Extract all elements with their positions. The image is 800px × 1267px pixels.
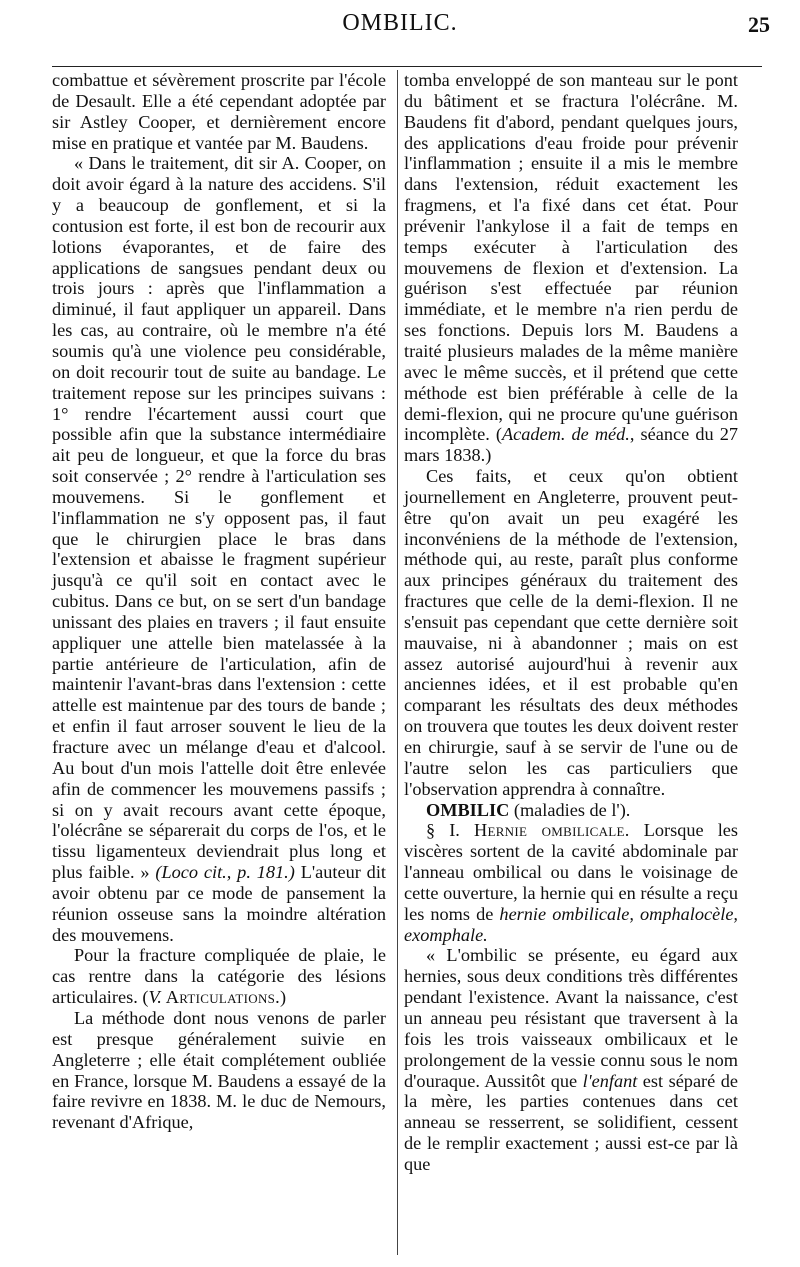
cross-ref-articulations: Articulations.)	[161, 987, 287, 1008]
left-column	[52, 70, 386, 1133]
entry-heading	[404, 800, 738, 821]
entry-subtitle: (maladies de l').	[509, 799, 631, 820]
right-paragraph-3-text: « L'ombilic se présente, eu égard aux hernies, sous deux conditions très différentes pendant l'existence. Avant la naissance, c'est un anneau peu résistant que traversent à la fois les trois vaisseaux ombilicaux et le prolongement de la vessie connu sous le nom d'ouraque. Aussitôt que	[404, 945, 738, 1091]
section-terms: hernie ombilicale, omphalocèle, exomphale.	[404, 903, 738, 945]
left-paragraph-1-text: combattue et sévèrement proscrite par l'école de Desault. Elle a été cependant adoptée par sir Astley Cooper, et dernièrement encore mise en pratique et vantée par M. Baudens.	[52, 70, 386, 153]
citation-loco-cit: (Loco cit., p. 181.)	[155, 862, 295, 883]
term-enfant: l'enfant	[582, 1070, 638, 1091]
header-rule	[52, 66, 762, 67]
column-divider	[397, 70, 398, 1255]
right-column	[404, 70, 738, 1175]
left-paragraph-2-end: L'auteur dit avoir obtenu par ce mode de pansement la réunion osseuse sans la moindre altération des mouvemens.	[52, 862, 386, 945]
right-paragraph-2	[404, 466, 738, 800]
entry-word-ombilic: OMBILIC	[426, 799, 510, 820]
right-paragraph-1	[404, 70, 738, 466]
left-paragraph-3-text: Pour la fracture compliquée de plaie, le cas rentre dans la catégorie des lésions articulaires. (	[52, 945, 386, 1008]
left-paragraph-4-text: La méthode dont nous venons de parler est presque généralement suivie en Angleterre ; elle était complétement oubliée en France, lorsque M. Baudens a essayé de la faire revivre en 1838. M. le duc de Nemours, revenant d'Afrique,	[52, 1007, 386, 1133]
right-paragraph-1-text: tomba enveloppé de son manteau sur le pont du bâtiment et se fractura l'olécrâne. M. Baudens fit d'abord, pendant quelques jours, des applications d'eau froide pour prévenir l'inflammation ; ensuite il a mis le membre dans l'extension, réduit exactement les fragmens, et l'a fixé dans cet état. Pour prévenir l'ankylose il a fait de temps en temps exécuter à l'articulation des mouvemens de flexion et d'extension. La guérison s'est effectuée par réunion immédiate, et le membre n'a rien perdu de ses fonctions. Depuis lors M. Baudens a traité plusieurs malades de la même manière avec le même succès, et il prétend que cette méthode est bien préférable à celle de la demi-flexion, qui ne procure qu'une guérison incomplète. (	[404, 70, 738, 445]
left-paragraph-1	[52, 70, 386, 153]
section-hernie	[404, 820, 738, 945]
right-paragraph-3	[404, 945, 738, 1174]
right-paragraph-3-end: est séparé de la mère, les parties contenues dans cet anneau se resserrent, se solidifient, cessent de le remplir exactement ; aussi est-ce par là que	[404, 1070, 738, 1174]
right-paragraph-1-end: , séance du 27 mars 1838.)	[404, 424, 739, 466]
citation-academ-med: Academ. de méd.	[501, 424, 630, 445]
left-paragraph-4	[52, 1008, 386, 1133]
left-paragraph-2	[52, 153, 386, 945]
section-text: Lorsque les viscères sortent de la cavité abdominale par l'anneau ombilical ou dans le voisinage de cette ouverture, la hernie qui en résulte a reçu les noms de	[404, 820, 739, 924]
page-header-title: OMBILIC.	[342, 10, 458, 36]
section-title: Hernie ombilicale.	[473, 820, 630, 841]
page-number: 25	[748, 12, 770, 37]
cooper-quote: « Dans le traitement, dit sir A. Cooper, on doit avoir égard à la nature des accidens. S'il y a beaucoup de gonflement, et si la contusion est forte, il est bon de recourir aux lotions évaporantes, et de faire des applications de sangsues pendant deux ou trois jours : après que l'inflammation a diminué, il faut appliquer un appareil. Dans les cas, au contraire, où le membre n'a été soumis qu'à une violence peu considérable, on doit recourir tout de suite au bandage. Le traitement repose sur les principes suivans : 1° rendre l'écartement aussi court que possible afin que la substance intermédiaire ait peu de longueur, et que la force du bras soit conservée ; 2° rendre à l'articulation ses mouvemens. Si le gonflement et l'inflammation ne s'y opposent pas, il faut que le chirurgien place le bras dans l'extension et abaisse le fragment supérieur jusqu'à ce qu'il soit en contact avec le cubitus. Dans ce but, on se sert d'un bandage unissant des plaies en travers ; il faut ensuite appliquer une attelle bien matelassée à la partie antérieure de l'articulation, afin de maintenir l'avant-bras dans l'extension : cette attelle est maintenue par des tours de bande ; et enfin il faut arroser souvent le lieu de la fracture avec un mélange d'eau et d'alcool. Au bout d'un mois l'attelle doit être enlevée afin de commencer les mouvemens passifs ; si on y avait recours avant cette époque, l'olécrâne se séparerait du corps de l'os, et le tissu ligamenteux deviendrait plus long et plus faible. »	[52, 153, 386, 883]
right-paragraph-2-text: Ces faits, et ceux qu'on obtient journellement en Angleterre, prouvent peut-être qu'on avait un peu exagéré les inconvéniens de la méthode de l'extension, méthode qui, au reste, paraît plus conforme aux principes généraux du traitement des fractures que celle de la demi-flexion. Il ne s'ensuit pas cependant que cette dernière soit mauvaise, ni à abandonner ; mais on est assez autorisé aujourd'hui à revenir aux anciennes idées, et il est probable qu'en comparant les résultats des deux méthodes on trouvera que toutes les deux doivent rester en chirurgie, sauf à se servir de l'une ou de l'autre selon les cas particuliers que l'observation apprendra à connaître.	[404, 466, 738, 799]
cross-ref-v: V.	[148, 987, 162, 1008]
section-mark: § I.	[426, 820, 474, 841]
left-paragraph-3	[52, 945, 386, 1008]
